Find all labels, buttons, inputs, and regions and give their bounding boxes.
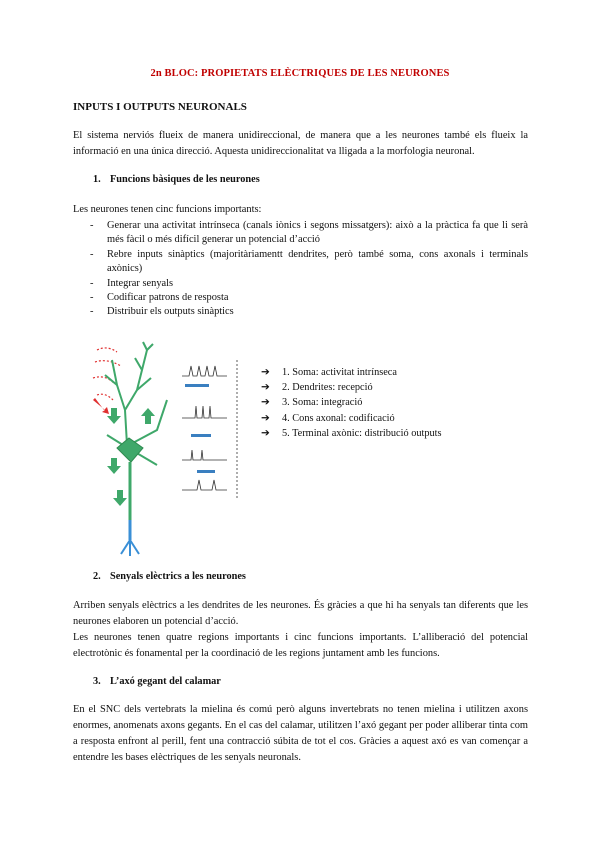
signal-traces — [182, 360, 237, 500]
section-3-paragraph: En el SNC dels vertebrats la mielina és comú però alguns invertebrats no tenen mielina i utilitzen axons enormes, anomenats axons gegants. En el cas del calamar, utilitzen l’axó gegant per poder alliberar tinta com a resposta enfront al perill, fent una contracció súbita de tot el cos. Gràcies a aquest axó es van començar a entendre les bases elèctriques de les senyals neuronals. — [73, 704, 528, 763]
section-1-lead: Les neurones tenen cinc funcions importants: — [73, 204, 262, 215]
list-item: ➔ 4. Cons axonal: codificació — [261, 411, 442, 426]
arrow-icon: ➔ — [261, 427, 270, 439]
arrow-icon: ➔ — [261, 397, 270, 409]
functions-list — [73, 219, 528, 320]
list-item: ➔ 2. Dendrites: recepció — [261, 380, 442, 395]
section-1-title: Funcions bàsiques de les neurones — [110, 174, 260, 185]
list-item: - Distribuir els outputs sinàptics — [73, 305, 528, 319]
list-item: ➔ 1. Soma: activitat intrínseca — [261, 365, 442, 380]
list-item: - Generar una activitat intrínseca (canals iònics i segons missatgers): això a la pràctica fa que li serà més fàcil o més difícil generar un potencial d’acció — [73, 219, 528, 248]
section-2-heading — [93, 571, 246, 582]
list-item: ➔ 3. Soma: integració — [261, 395, 442, 410]
section-3-number: 3. — [93, 676, 101, 687]
list-item: - Integrar senyals — [73, 277, 528, 291]
section-3-title: L’axó gegant del calamar — [110, 676, 221, 687]
list-item: - Rebre inputs sinàptics (majoritàriamentt dendrites, però també soma, cons axonals i terminals axònics) — [73, 248, 528, 277]
figure-legend-list — [261, 365, 442, 441]
section-2-number: 2. — [93, 571, 101, 582]
page-title: 2n BLOC: PROPIETATS ELÈCTRIQUES DE LES NEURONES — [150, 68, 450, 79]
section-2-paragraph-2: Les neurones tenen quatre regions importants i cinc funcions importants. L’alliberació del potencial electrotònic és fonamental per la coordinació de les regions juntament amb les funcions. — [73, 632, 528, 659]
arrow-icon: ➔ — [261, 382, 270, 394]
axon — [121, 462, 139, 556]
neuron-diagram — [87, 340, 247, 558]
section-1-number: 1. — [93, 174, 101, 185]
arrow-icon: ➔ — [261, 412, 270, 424]
section-3-heading — [93, 676, 221, 687]
list-item: ➔ 5. Terminal axònic: distribució outputs — [261, 426, 442, 441]
arrow-icon: ➔ — [261, 367, 270, 378]
intro-paragraph: El sistema nerviós flueix de manera unidireccional, de manera que a les neurones també els flueix la informació en una única direcció. Aquesta unidireccionalitat va lligada a la morfologia neuronal. — [73, 130, 528, 157]
input-signal-lines — [93, 348, 121, 400]
section-2-paragraph-1: Arriben senyals elèctrics a les dendrites de les neurones. És gràcies a que hi ha senyals tan diferents que les neurones elaboren un potencial d’acció. — [73, 600, 528, 627]
section-heading: INPUTS I OUTPUTS NEURONALS — [73, 101, 247, 113]
red-arrow-icon — [93, 398, 109, 414]
section-1-heading — [93, 174, 260, 185]
soma — [117, 438, 143, 462]
list-item: - Codificar patrons de resposta — [73, 291, 528, 305]
section-2-title: Senyals elèctrics a les neurones — [110, 571, 246, 582]
